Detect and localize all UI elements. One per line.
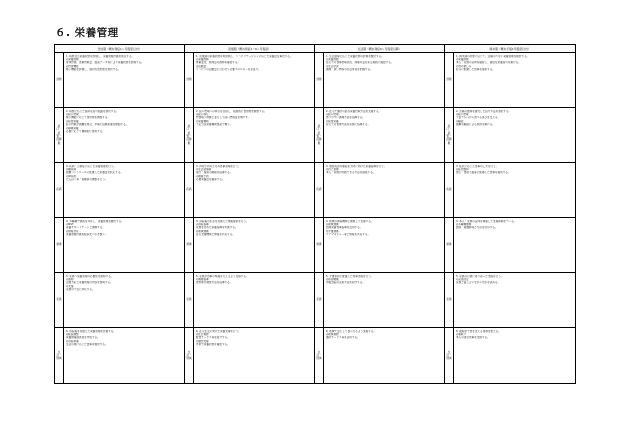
cell-content [324, 273, 444, 327]
cell-content [324, 108, 444, 162]
cell-text-line: ◎退院指導 [196, 222, 209, 226]
cell-text-line: 少量でも口から食べる喜びを支える。 [456, 116, 501, 120]
cell-text-line: 摂食嚥下訓練と並行して経口摂取量を増やす。 [196, 116, 251, 120]
table-cell [185, 108, 315, 163]
cell-text-line: ◎栄養評価 [196, 57, 209, 61]
cell-text-line: 2. 在宅で継続可能な栄養摂取方法を支援する。 [326, 109, 382, 113]
table-cell [445, 163, 575, 218]
cell-text-line: 5. 家族が食事の準備を行えるよう支援する。 [196, 274, 249, 278]
table-cell [55, 218, 185, 273]
column-header-acute: 急性期（概ね発症1ヶ月程度以内） [55, 45, 185, 53]
cell-text-line: ◎負担軽減 [326, 277, 339, 281]
row-label: 評価 [55, 53, 64, 107]
page-title: ６. 栄養管理 [55, 27, 119, 39]
cell-text-line: 6. 最期まで食を支える体制を整える。 [456, 329, 501, 333]
table-cell [445, 218, 575, 273]
cell-text-line: 調理・買い物等の生活背景を把握する。 [326, 68, 373, 72]
cell-text-line: 4. 退院後の生活を見据えた情報提供を行う。 [196, 219, 249, 223]
row-label: 連携 [315, 218, 324, 272]
row-label: 経口・経管・経静脈 [315, 108, 324, 162]
cell-content [64, 273, 184, 327]
cell-text-line: ◎経口移行 [196, 112, 209, 116]
cell-text-line: 体重変化、筋肉量の推移を確認する。 [196, 61, 241, 65]
cell-content [194, 108, 314, 162]
row-label: 評価 [185, 53, 194, 107]
row-label: 生活・地域 [315, 328, 324, 383]
table-cell [315, 273, 445, 328]
cell-text-line: 家族を含めた栄養指導を実施する。 [196, 226, 238, 230]
table-cell [55, 53, 185, 108]
table-cell [55, 108, 185, 163]
cell-content [64, 108, 184, 162]
cell-text-line: 2. 苦痛の緩和を優先した投与方法を選択する。 [456, 109, 512, 113]
table-cell [55, 273, 185, 328]
cell-text-line: ◎経口摂取 [66, 112, 79, 116]
cell-text-line: 医師・看護師等と方針を共有する。 [456, 226, 498, 230]
row-label: 疾病 [55, 163, 64, 217]
cell-text-line: 過剰な輸液による負担を避ける。 [456, 123, 495, 127]
row-label: 家族 [55, 273, 64, 327]
cell-text-line: 3. 疾病・合併症に応じた栄養管理を行う。 [66, 164, 116, 168]
nutrition-management-table [54, 44, 576, 384]
cell-text-line: 悪心・食欲不振等に配慮した食事を提供する。 [456, 171, 511, 175]
cell-text-line: たんぱく質・電解質の調整を行う。 [66, 178, 108, 182]
cell-text-line: 6. 在宅生活に向けた栄養支援を行う。 [196, 329, 241, 333]
cell-text-line: ◎糖尿病 [66, 167, 77, 171]
table-cell [315, 163, 445, 218]
cell-text-line: 3. 症状に応じた食事の工夫を行う。 [456, 164, 499, 168]
table-cell [315, 108, 445, 163]
cell-text-line: 在宅での管理方法を家族に指導する。 [326, 123, 371, 127]
cell-text-line: 1. 病態及び栄養状態を評価し、栄養管理計画を策定する。 [66, 54, 135, 58]
cell-text-line: ◎社会資源 [196, 332, 209, 336]
table-cell [185, 163, 315, 218]
cell-text-line: ◎経口摂取 [456, 112, 469, 116]
cell-text-line: 通所サービス等を活用する。 [326, 336, 360, 340]
cell-text-line: ◎症状緩和 [456, 167, 469, 171]
cell-text-line: ケアマネジャー等と情報を共有する。 [326, 233, 371, 237]
row-label: 生活・地域 [55, 328, 64, 383]
cell-text-line: 食べやすい調理方法を指導する。 [326, 116, 365, 120]
table-cell [185, 218, 315, 273]
cell-text-line: ◎地域資源 [326, 332, 339, 336]
cell-text-line: 3. 慢性疾患の重症化予防に向けた栄養指導を行う。 [326, 164, 387, 168]
cell-text-line: ◎生活状況 [326, 64, 339, 68]
cell-text-line: 嚥下機能に応じて食形態を調整する。 [66, 116, 111, 120]
cell-text-line: 家族と話し合いながら方針を決める。 [456, 281, 501, 285]
table-cell [185, 328, 315, 383]
cell-text-line: ◎栄養評価 [326, 57, 339, 61]
cell-text-line: 本人・家族が実践できる方法を提案する。 [326, 171, 376, 175]
table-cell [315, 328, 445, 383]
row-label: 連携 [445, 218, 454, 272]
cell-content [64, 163, 184, 217]
cell-content [324, 218, 444, 272]
cell-text-line: ◎栄養評価 [66, 57, 79, 61]
cell-text-line: ◎経管栄養 [326, 119, 339, 123]
cell-content [454, 163, 575, 217]
row-label: 家族 [445, 273, 454, 327]
cell-text-line: ◎退院準備 [66, 339, 79, 343]
cell-text-line: ◎転院調整 [66, 332, 79, 336]
cell-text-line: 栄養サポートチームと連携する。 [66, 226, 105, 230]
cell-text-line: ◎腎疾患 [66, 174, 77, 178]
cell-text-line: 食形態の調整方法を指導する。 [196, 281, 233, 285]
cell-text-line: ◎静脈栄養 [66, 126, 79, 130]
table-cell [445, 328, 575, 383]
cell-text-line: 嚥下機能を評価し、適切な食形態を選択する。 [66, 68, 121, 72]
cell-text-line: ◎説明 [66, 277, 74, 281]
cell-text-line: ◎生活習慣病 [196, 167, 212, 171]
table-cell [55, 328, 185, 383]
row-label: 評価 [445, 53, 454, 107]
table-cell [315, 53, 445, 108]
cell-text-line: 経口摂取が困難な場合、早期に経腸栄養を開始する。 [66, 123, 129, 127]
cell-content [454, 328, 575, 383]
cell-text-line: 血糖コントロールに配慮した栄養量を設定する。 [66, 171, 124, 175]
row-label: 評価 [315, 53, 324, 107]
cell-text-line: 1. 回復期の栄養状態を再評価し、リハビリテーションに応じた栄養量を算出する。 [196, 54, 293, 58]
cell-text-line: 在宅での食事摂取状況、体重の変化を定期的に確認する。 [326, 61, 394, 65]
cell-content [454, 273, 575, 327]
cell-text-line: 4. 本人・家族の意向を尊重した支援体制をつくる。 [456, 219, 517, 223]
table-cell [445, 53, 575, 108]
cell-text-line: ◎多職種連携 [456, 222, 472, 226]
cell-text-line: ◎活動量 [196, 64, 207, 68]
cell-content [194, 163, 314, 217]
cell-content [194, 218, 314, 272]
table-cell [185, 273, 315, 328]
cell-text-line: 生活の場に応じた食事を検討する。 [66, 343, 108, 347]
cell-text-line: 市販食品の活用方法を紹介する。 [326, 281, 365, 285]
row-label: 疾病 [185, 163, 194, 217]
cell-text-line: ◎意思決定 [456, 277, 469, 281]
row-label: 経口・経管・経静脈 [445, 108, 454, 162]
cell-text-line: ◎食の楽しみ [456, 64, 472, 68]
table-cell [185, 53, 315, 108]
table-cell [445, 273, 575, 328]
cell-text-line: 必要栄養量を確保する。 [196, 178, 225, 182]
cell-text-line: ◎調理指導 [196, 277, 209, 281]
cell-text-line: ◎褥瘡予防 [196, 174, 209, 178]
cell-text-line: ◎支援 [66, 284, 74, 288]
cell-text-line: 1. 生活環境に応じた栄養状態の評価を継続する。 [326, 54, 384, 58]
cell-text-line: ◎自己管理 [326, 167, 339, 171]
cell-text-line: 本人・家族の意向を確認し、過度な栄養投与を避ける。 [456, 61, 521, 65]
cell-text-line: ◎栄養評価 [456, 57, 469, 61]
cell-text-line: 在宅支援機関と情報を共有する。 [196, 233, 235, 237]
row-label: 連携 [185, 218, 194, 272]
cell-text-line: 4. 地域の関係機関と連携して支援する。 [326, 219, 374, 223]
cell-content [64, 218, 184, 272]
cell-text-line: 外来で栄養状態を確認する。 [196, 343, 230, 347]
cell-text-line: 必要に応じて補助的に併用する。 [66, 129, 105, 133]
cell-text-line: ◎看取り [456, 332, 467, 336]
cell-text-line: ◎経管栄養 [66, 119, 79, 123]
cell-text-line: 6. 地域で安心して暮らせるよう支援する。 [326, 329, 376, 333]
cell-content [64, 328, 184, 383]
cell-text-line: 本人の望む食事を支援する。 [456, 336, 490, 340]
row-label: 生活・地域 [445, 328, 454, 383]
cell-text-line: ◎地域連携 [326, 222, 339, 226]
cell-content [324, 328, 444, 383]
cell-text-line: 不足分は栄養補助食品で補う。 [196, 123, 233, 127]
cell-text-line: ◎情報共有 [66, 229, 79, 233]
cell-text-line: ◎栄養補助 [196, 119, 209, 123]
row-label: 経口・経管・経静脈 [185, 108, 194, 162]
cell-text-line: 好みに配慮した食事を提供する。 [456, 68, 495, 72]
row-label: 連携 [55, 218, 64, 272]
cell-text-line: 訪問栄養食事指導を活用する。 [326, 226, 363, 230]
cell-text-line: 塩分・脂質の制限を指導する。 [196, 171, 233, 175]
cell-text-line: 3. 再発予防のための食事管理を行う。 [196, 164, 241, 168]
cell-content [194, 328, 314, 383]
cell-text-line: 2. 病態に応じた適切な投与経路を選択する。 [66, 109, 119, 113]
cell-text-line: ◎摂食機能 [66, 64, 79, 68]
cell-text-line: 5. 家族の心情に寄り添った支援を行う。 [456, 274, 504, 278]
row-label: 家族 [315, 273, 324, 327]
table-cell [315, 218, 445, 273]
column-header-terminal: 終末期（概ね予後1年程度以内） [445, 45, 575, 53]
cell-text-line: リハビリの活動量に合わせて必要エネルギーを見直す。 [196, 68, 261, 72]
row-label: 経口・経管・経静脈 [55, 108, 64, 162]
cell-text-line: 身体計測、食事摂取量、血液データ等により栄養状態を評価する。 [66, 61, 144, 65]
cell-text-line: ◎NST [66, 222, 74, 226]
cell-content [194, 273, 314, 327]
cell-text-line: 1. 終末期の状態に応じて、苦痛の少ない栄養管理を検討する。 [456, 54, 530, 58]
cell-text-line: ◎輸液 [456, 119, 464, 123]
cell-content [324, 53, 444, 107]
cell-text-line: ◎継続支援 [196, 339, 209, 343]
column-header-maintenance: 生活期（概ね発症6ヶ月程度以降） [315, 45, 445, 53]
cell-content [194, 53, 314, 107]
cell-text-line: 栄養情報提供書を作成する。 [66, 336, 100, 340]
cell-content [454, 218, 575, 272]
column-header-recovery: 回復期（概ね発症1〜6ヶ月程度） [185, 45, 315, 53]
table-cell [55, 163, 185, 218]
cell-text-line: 配食サービス等を紹介する。 [196, 336, 230, 340]
cell-text-line: 6. 退院後を見据えた栄養管理を計画する。 [66, 329, 116, 333]
cell-text-line: 5. 介護負担に配慮した食事支援を行う。 [326, 274, 374, 278]
cell-text-line: 栄養管理計画を転院先へ引き継ぐ。 [66, 233, 108, 237]
row-label: 疾病 [315, 163, 324, 217]
cell-text-line: 治療方針と栄養管理の内容を説明する。 [66, 281, 113, 285]
cell-content [64, 53, 184, 107]
row-label: 生活・地域 [185, 328, 194, 383]
table-cell [445, 108, 575, 163]
cell-text-line: 5. 家族へ栄養管理の必要性を説明する。 [66, 274, 114, 278]
cell-content [324, 163, 444, 217]
cell-content [454, 53, 575, 107]
cell-text-line: ◎経口摂取 [326, 112, 339, 116]
cell-text-line: ◎介護連携 [326, 229, 339, 233]
cell-text-line: 2. 経口摂取への移行を目指し、段階的に食形態を調整する。 [196, 109, 267, 113]
cell-content [454, 108, 575, 162]
row-label: 家族 [185, 273, 194, 327]
cell-text-line: 4. 多職種で情報を共有し、栄養管理を継続する。 [66, 219, 124, 223]
cell-text-line: ◎地域連携 [196, 229, 209, 233]
row-label: 疾病 [445, 163, 454, 217]
cell-text-line: 家族の不安に対応する。 [66, 288, 95, 292]
